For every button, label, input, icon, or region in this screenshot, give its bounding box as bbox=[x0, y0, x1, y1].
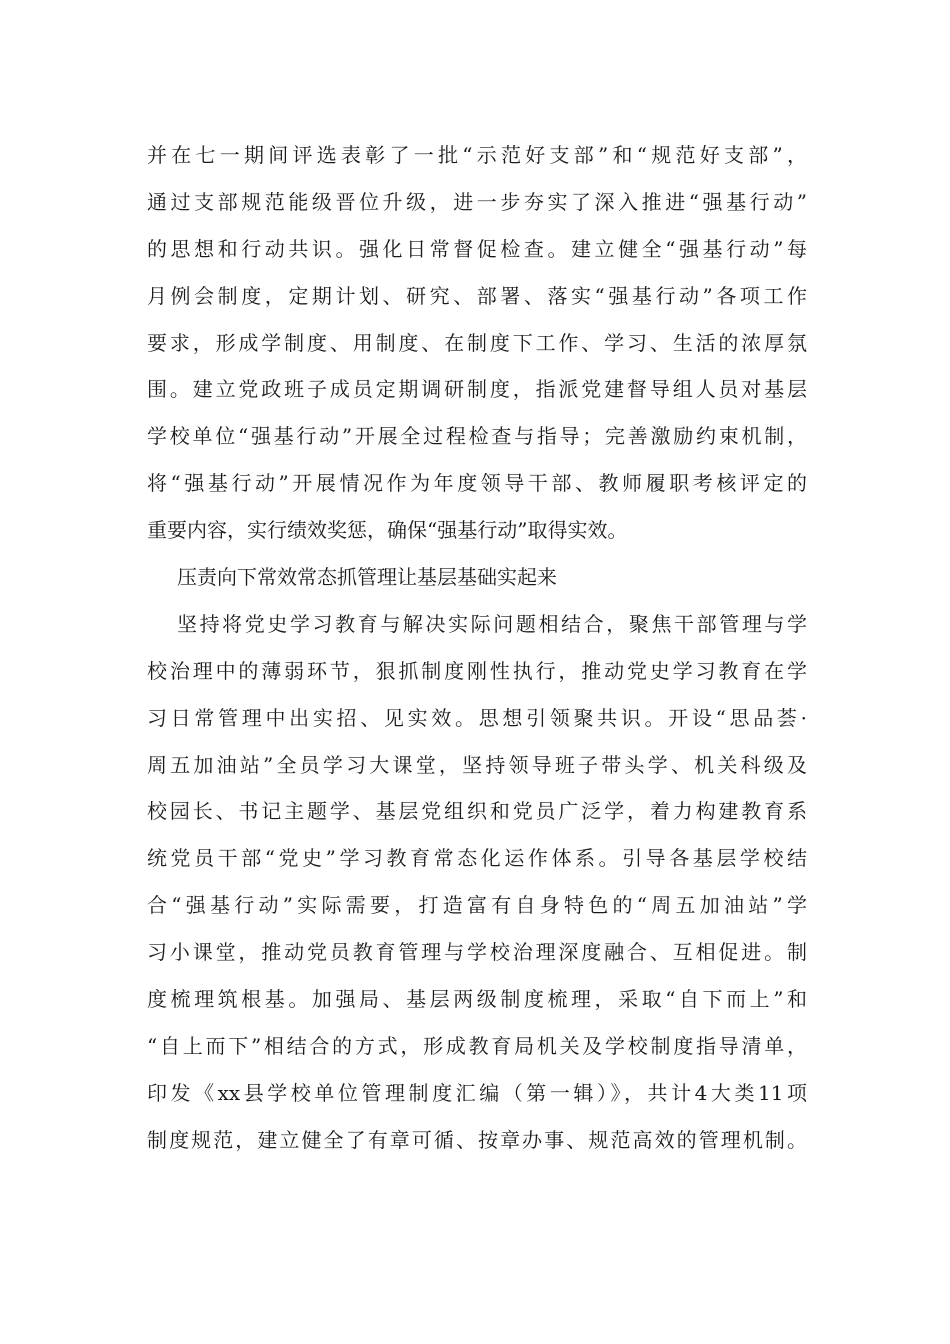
text-line: 通过支部规范能级晋位升级，进一步夯实了深入推进“强基行动” bbox=[147, 189, 807, 214]
section-heading: 压责向下常效常态抓管理让基层基础实起来 bbox=[177, 565, 557, 590]
text-line: 学校单位“强基行动”开展全过程检查与指导；完善激励约束机制， bbox=[147, 424, 807, 449]
text-line: 印发《xx县学校单位管理制度汇编（第一辑）》，共计4大类11项 bbox=[147, 1080, 807, 1105]
text-line: 要求，形成学制度、用制度、在制度下工作、学习、生活的浓厚氛 bbox=[147, 330, 807, 355]
text-line: 坚持将党史学习教育与解决实际问题相结合，聚焦干部管理与学 bbox=[177, 611, 807, 636]
text-line: 并在七一期间评选表彰了一批“示范好支部”和“规范好支部”， bbox=[147, 143, 807, 167]
text-line: 重要内容，实行绩效奖惩，确保“强基行动”取得实效。 bbox=[147, 518, 628, 543]
text-line: 周五加油站”全员学习大课堂，坚持领导班子带头学、机关科级及 bbox=[147, 752, 807, 777]
text-line: 度梳理筑根基。加强局、基层两级制度梳理，采取“自下而上”和 bbox=[147, 987, 807, 1012]
text-line: 统党员干部“党史”学习教育常态化运作体系。引导各基层学校结 bbox=[147, 846, 807, 871]
text-line: 校治理中的薄弱环节，狠抓制度刚性执行，推动党史学习教育在学 bbox=[147, 658, 807, 683]
text-line: “自上而下”相结合的方式，形成教育局机关及学校制度指导清单， bbox=[147, 1033, 807, 1058]
text-line: 校园长、书记主题学、基层党组织和党员广泛学，着力构建教育系 bbox=[147, 799, 807, 824]
text-line: 制度规范，建立健全了有章可循、按章办事、规范高效的管理机制。 bbox=[147, 1127, 807, 1152]
text-line: 的思想和行动共识。强化日常督促检查。建立健全“强基行动”每 bbox=[147, 236, 807, 261]
text-line: 习日常管理中出实招、见实效。思想引领聚共识。开设“思品荟· bbox=[147, 705, 807, 730]
text-line: 合“强基行动”实际需要，打造富有自身特色的“周五加油站”学 bbox=[147, 893, 807, 918]
text-line: 月例会制度，定期计划、研究、部署、落实“强基行动”各项工作 bbox=[147, 283, 807, 308]
text-line: 围。建立党政班子成员定期调研制度，指派党建督导组人员对基层 bbox=[147, 377, 807, 402]
text-line: 习小课堂，推动党员教育管理与学校治理深度融合、互相促进。制 bbox=[147, 940, 807, 965]
body-text bbox=[147, 132, 807, 1164]
text-line: 将“强基行动”开展情况作为年度领导干部、教师履职考核评定的 bbox=[147, 471, 807, 496]
